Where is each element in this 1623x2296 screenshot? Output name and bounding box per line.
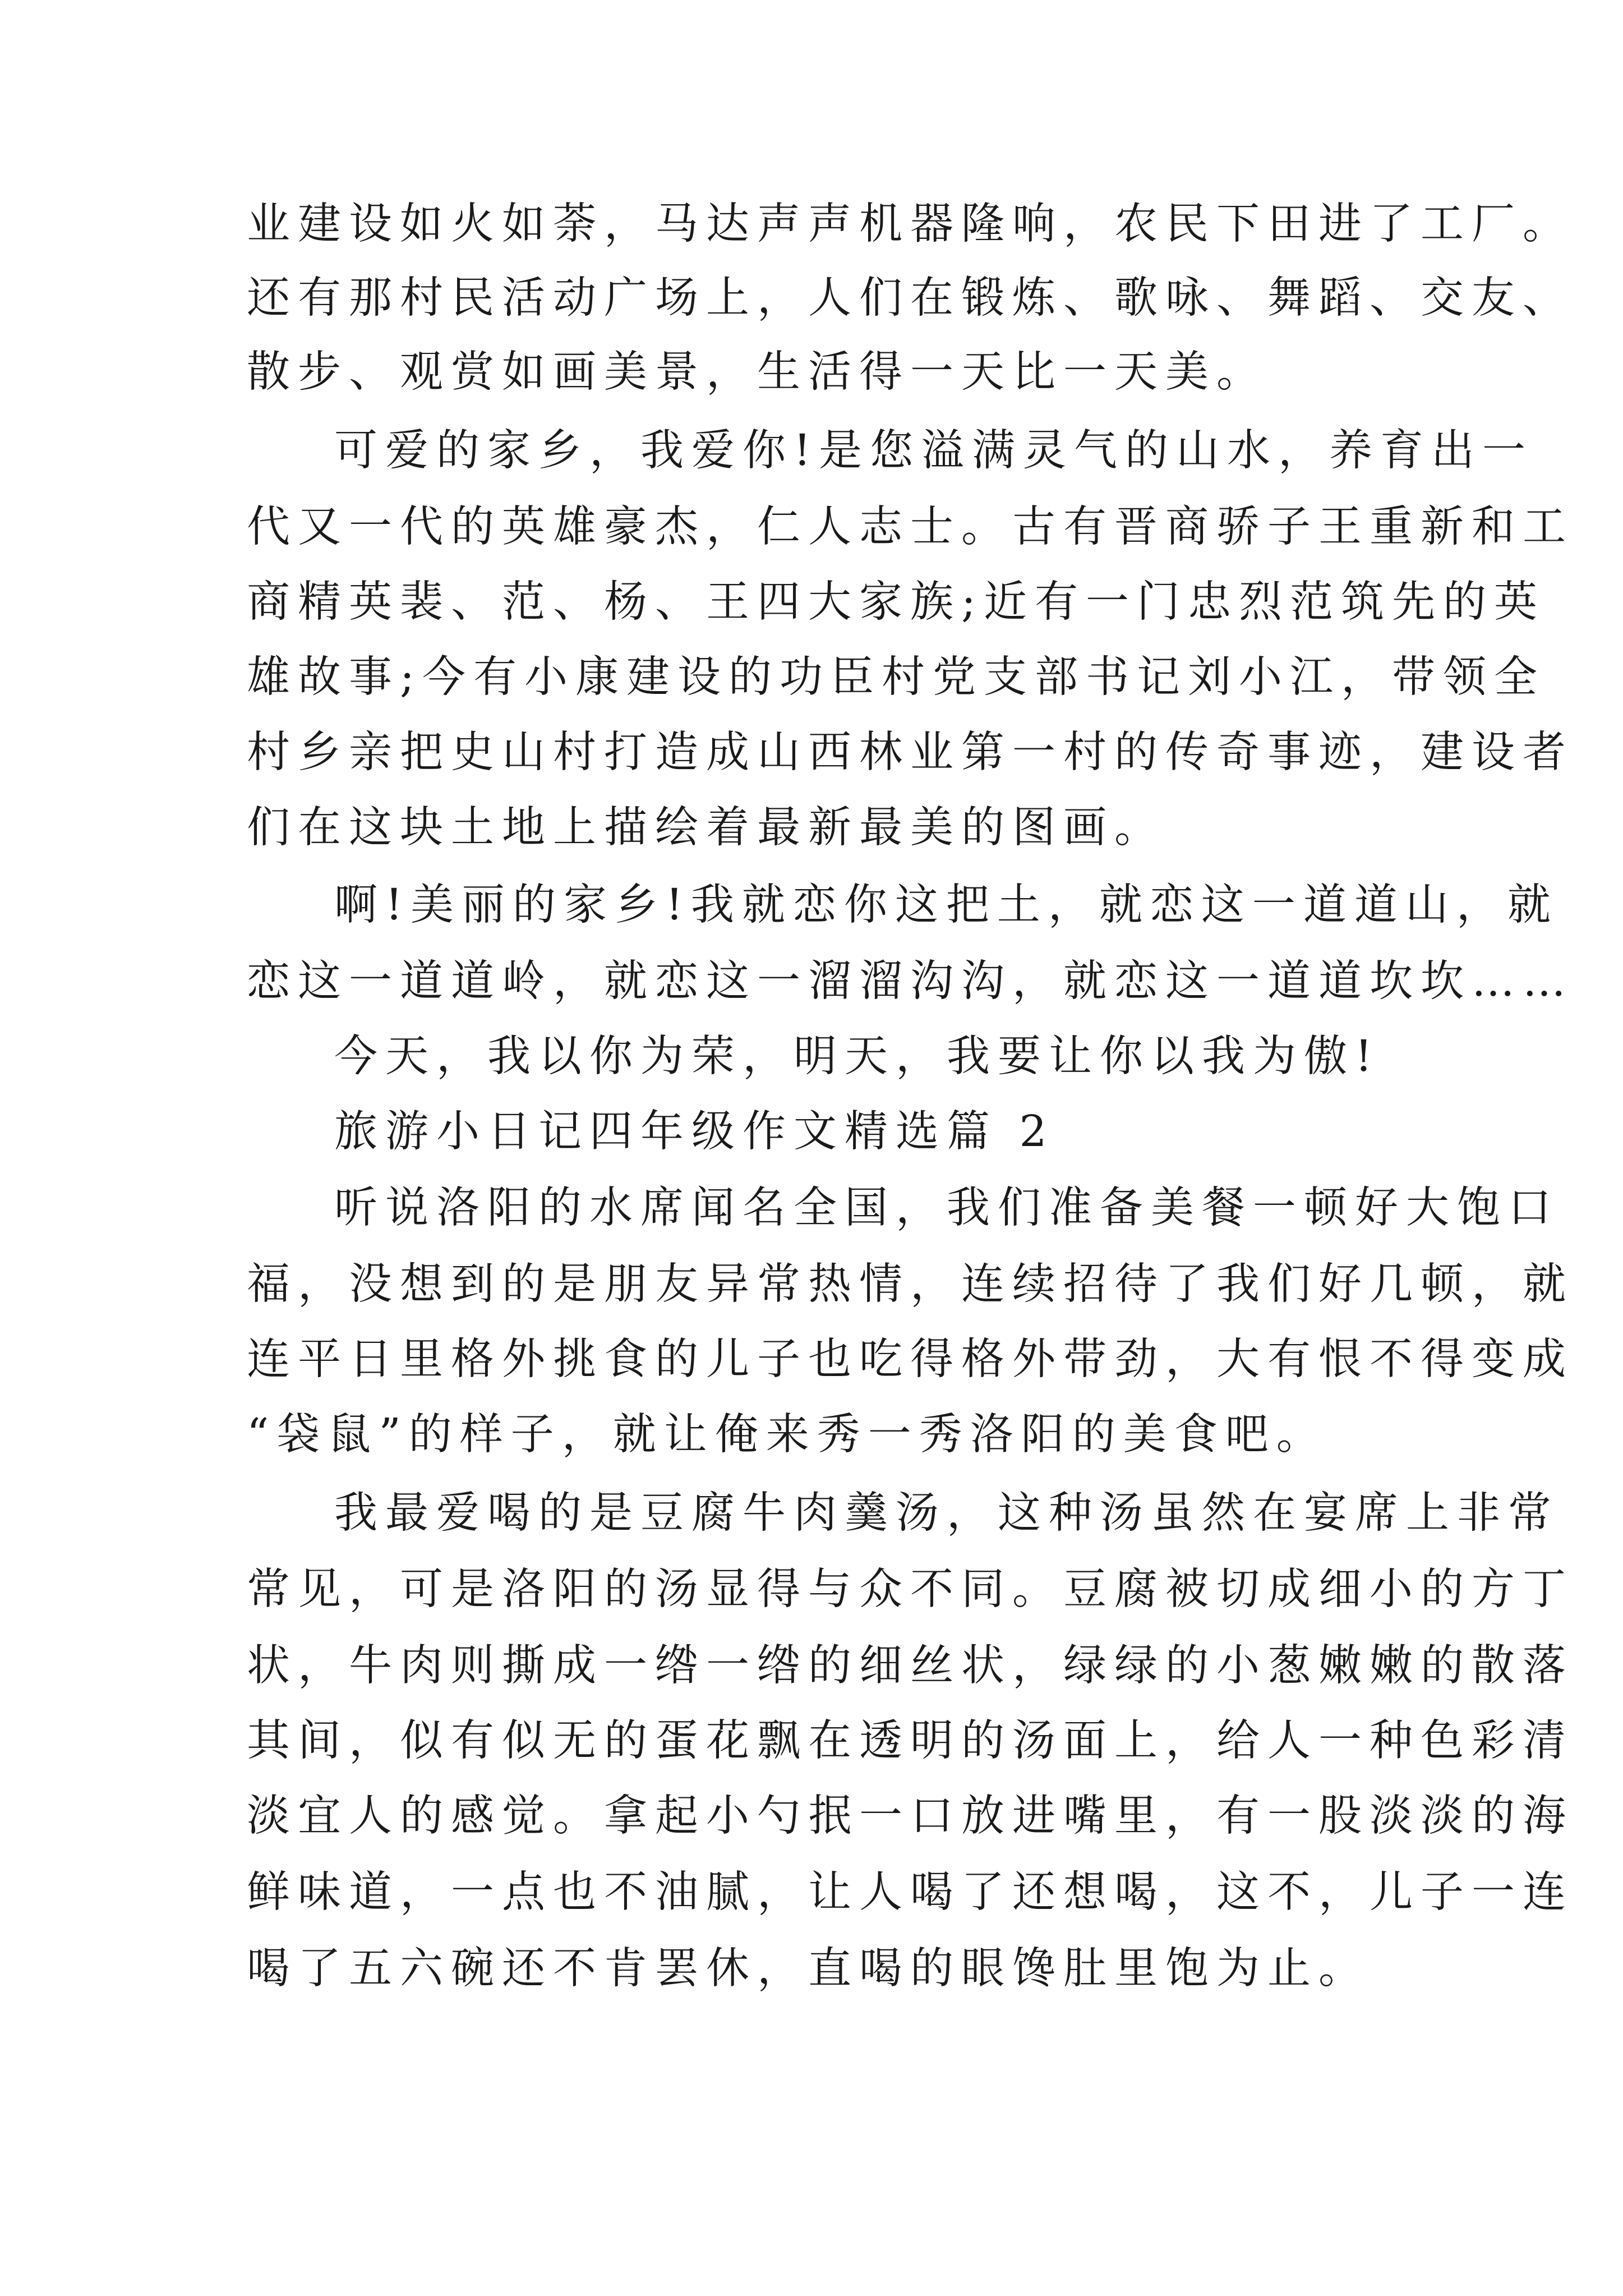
text-line: 雄故事;今有小康建设的功臣村党支部书记刘小江，带领全 [247,652,1545,702]
text-line: 常见，可是洛阳的汤显得与众不同。豆腐被切成细小的方丁 [247,1565,1574,1614]
text-line: 代又一代的英雄豪杰，仁人志士。古有晋商骄子王重新和工 [247,502,1574,552]
text-line: 还有那村民活动广场上，人们在锻炼、歌咏、舞蹈、交友、 [247,273,1574,323]
text-line: 喝了五六碗还不肯罢休，直喝的眼馋肚里饱为止。 [247,1944,1370,1994]
text-line: 连平日里格外挑食的儿子也吃得格外带劲，大有恨不得变成 [247,1335,1574,1384]
text-line: 其间，似有似无的蛋花飘在透明的汤面上，给人一种色彩清 [247,1716,1574,1766]
paragraph-first-line: 可爱的家乡，我爱你!是您溢满灵气的山水，养育出一 [334,426,1533,476]
section-heading: 旅游小日记四年级作文精选篇 2 [334,1107,1055,1157]
text-line: “袋鼠”的样子，就让俺来秀一秀洛阳的美食吧。 [247,1410,1327,1460]
text-line: 福，没想到的是朋友异常热情，连续招待了我们好几顿，就 [247,1259,1574,1309]
text-line: 恋这一道道岭，就恋这一溜溜沟沟，就恋这一道道坎坎…… [247,956,1574,1006]
text-line: 状，牛肉则撕成一绺一绺的细丝状，绿绿的小葱嫩嫩的散落 [247,1641,1574,1691]
paragraph-first-line: 我最爱喝的是豆腐牛肉羹汤，这种汤虽然在宴席上非常 [334,1488,1559,1538]
text-line: 淡宜人的感觉。拿起小勺抿一口放进嘴里，有一股淡淡的海 [247,1791,1574,1841]
text-line: 散步、观赏如画美景，生活得一天比一天美。 [247,347,1267,397]
paragraph-first-line: 今天，我以你为荣，明天，我要让你以我为傲! [334,1032,1380,1082]
text-line: 商精英裴、范、杨、王四大家族;近有一门忠烈范筑先的英 [247,577,1545,627]
paragraph-first-line: 啊!美丽的家乡!我就恋你这把土，就恋这一道道山，就 [334,880,1559,930]
text-line: 村乡亲把史山村打造成山西林业第一村的传奇事迹，建设者 [247,728,1574,777]
paragraph-first-line: 听说洛阳的水席闻名全国，我们准备美餐一顿好大饱口 [334,1183,1559,1233]
text-line: 业建设如火如荼，马达声声机器隆响，农民下田进了工厂。 [247,199,1574,249]
text-line: 们在这块土地上描绘着最新最美的图画。 [247,803,1165,853]
text-line: 鲜味道，一点也不油腻，让人喝了还想喝，这不，儿子一连 [247,1867,1574,1917]
